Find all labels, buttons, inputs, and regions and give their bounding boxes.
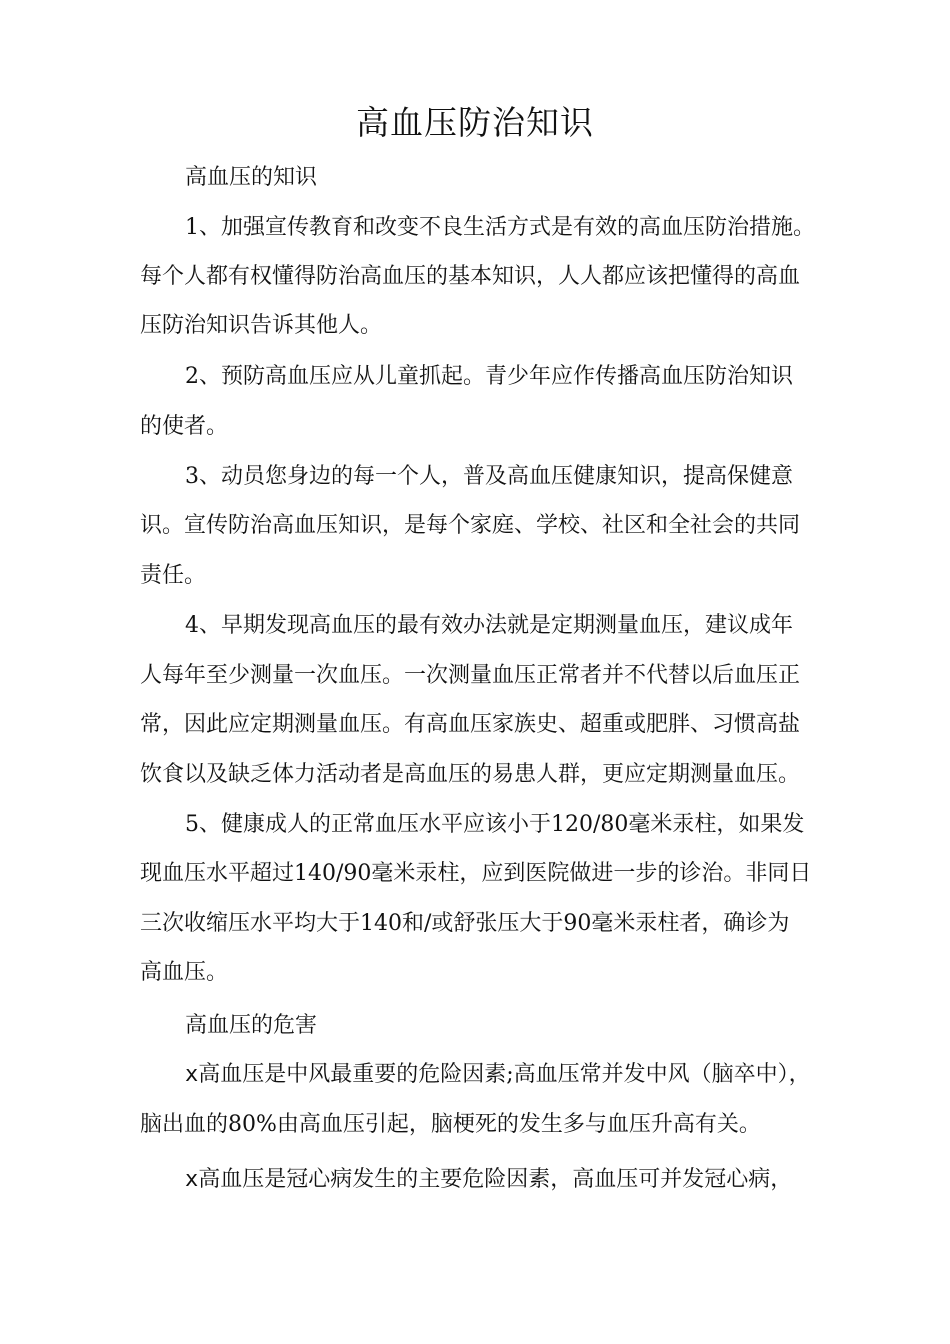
- section-heading-harm: 高血压的危害: [185, 1013, 318, 1038]
- section-heading-knowledge: 高血压的知识: [185, 165, 318, 190]
- paragraph-line: 责任。: [140, 563, 207, 588]
- paragraph-line: 2、预防高血压应从儿童抓起。青少年应作传播高血压防治知识: [185, 364, 793, 389]
- paragraph-line: 的使者。: [140, 414, 229, 439]
- paragraph-line: 每个人都有权懂得防治高血压的基本知识，人人都应该把懂得的高血: [140, 264, 801, 289]
- document-title: 高血压防治知识: [356, 103, 594, 142]
- paragraph-line: 三次收缩压水平均大于140和/或舒张压大于90毫米汞柱者，确诊为: [140, 911, 790, 936]
- paragraph-line: 4、早期发现高血压的最有效办法就是定期测量血压，建议成年: [185, 613, 793, 638]
- paragraph-line: 常，因此应定期测量血压。有高血压家族史、超重或肥胖、习惯高盐: [140, 712, 801, 737]
- paragraph-line: 1、加强宣传教育和改变不良生活方式是有效的高血压防治措施。: [185, 215, 815, 240]
- bullet-text: 高血压是冠心病发生的主要危险因素，高血压可并发冠心病，: [198, 1167, 793, 1192]
- paragraph-line: 人每年至少测量一次血压。一次测量血压正常者并不代替以后血压正: [140, 663, 801, 688]
- bullet-line: [185, 1060, 811, 1090]
- paragraph-line: 现血压水平超过140/90毫米汞柱，应到医院做进一步的诊治。非同日: [140, 861, 812, 886]
- paragraph-line: 压防治知识告诉其他人。: [140, 313, 383, 338]
- bullet-line: [185, 1165, 792, 1195]
- paragraph-line: 脑出血的80%由高血压引起，脑梗死的发生多与血压升高有关。: [140, 1112, 761, 1137]
- x-bullet-marker: x: [185, 1167, 199, 1192]
- paragraph-line: 高血压。: [140, 960, 229, 985]
- x-bullet-marker: x: [185, 1062, 199, 1087]
- paragraph-line: 3、动员您身边的每一个人，普及高血压健康知识，提高保健意: [185, 464, 793, 489]
- paragraph-line: 识。宣传防治高血压知识，是每个家庭、学校、社区和全社会的共同: [140, 513, 801, 538]
- paragraph-line: 饮食以及缺乏体力活动者是高血压的易患人群，更应定期测量血压。: [140, 762, 801, 787]
- paragraph-line: 5、健康成人的正常血压水平应该小于120/80毫米汞柱，如果发: [185, 812, 805, 837]
- bullet-text: 高血压是中风最重要的危险因素;高血压常并发中风（脑卒中），: [198, 1062, 811, 1087]
